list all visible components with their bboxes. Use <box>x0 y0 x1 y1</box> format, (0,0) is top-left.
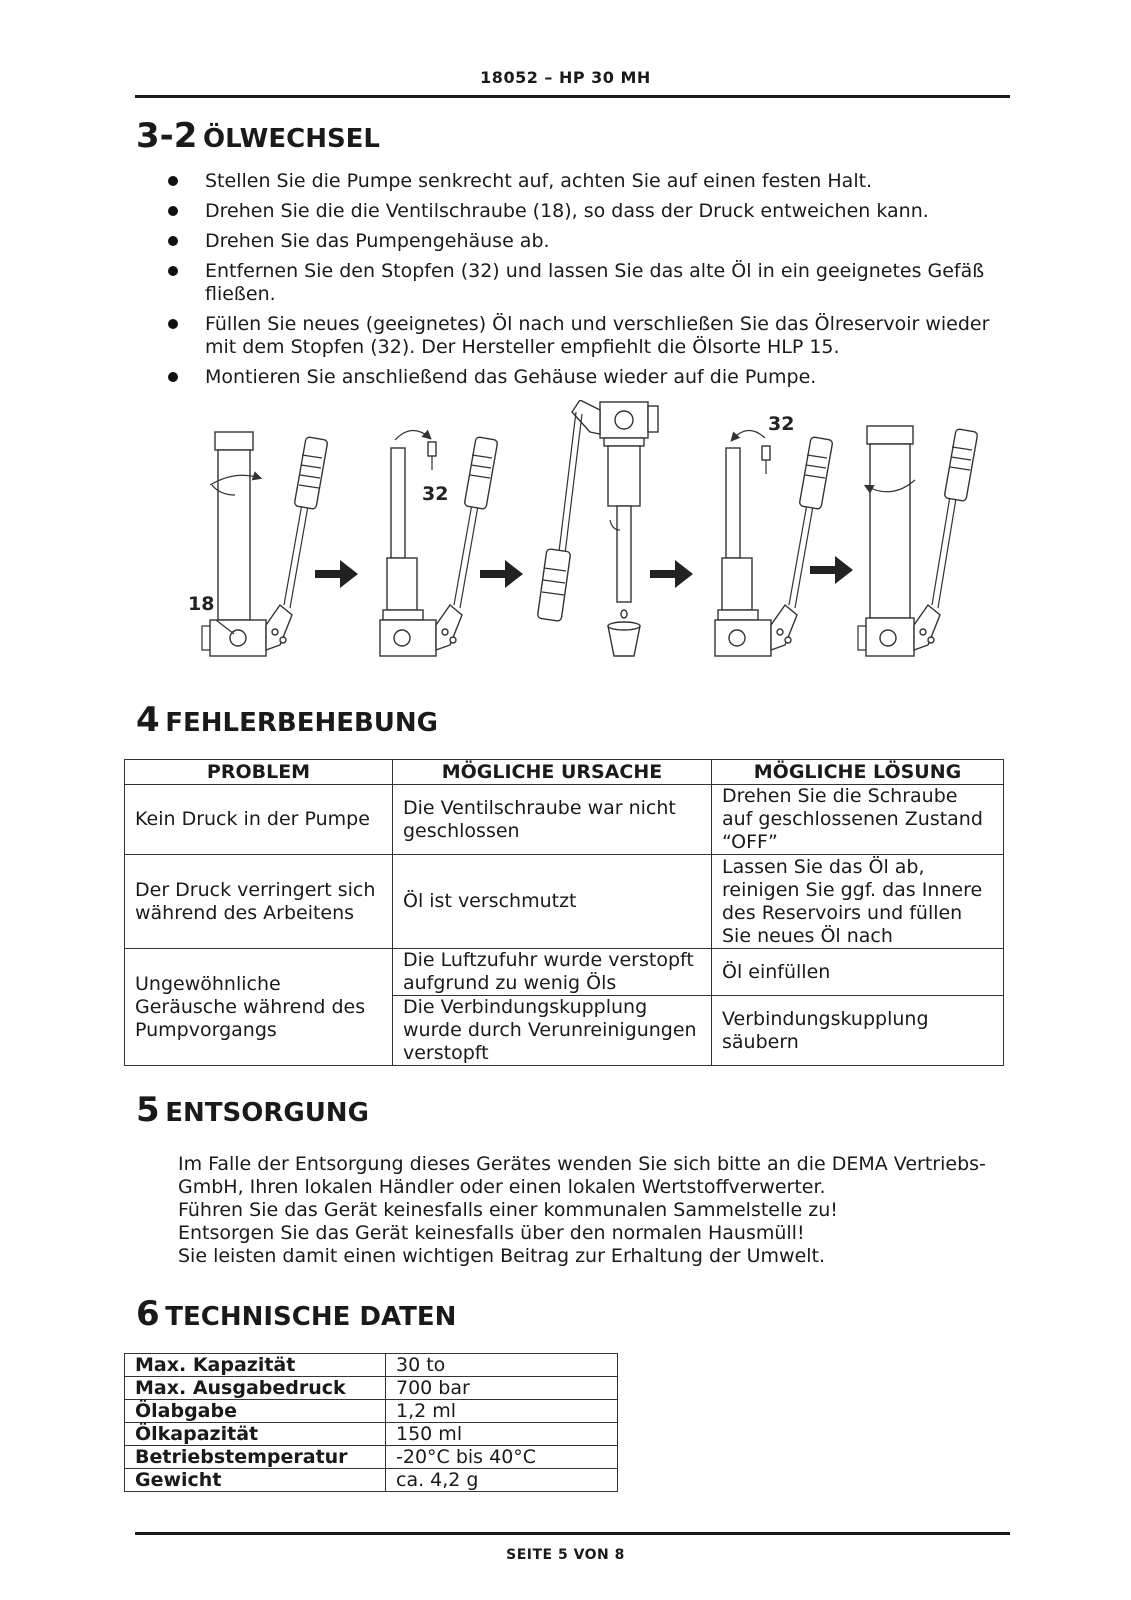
spec-value: 700 bar <box>386 1377 618 1400</box>
table-cell-problem: Der Druck verringert sich während des Arbeitens <box>125 855 393 949</box>
bullet-icon <box>168 236 178 246</box>
paragraph-line: Entsorgen Sie das Gerät keinesfalls über den normalen Hausmüll! <box>178 1222 805 1244</box>
paragraph-line: Im Falle der Entsorgung dieses Gerätes wenden Sie sich bitte an die DEMA Vertriebs-GmbH, Ihren lokalen Händler oder einen lokalen Wertstoffverwerter. <box>178 1153 986 1198</box>
arrow-right-icon <box>650 560 693 588</box>
column-header-problem: PROBLEM <box>125 760 393 785</box>
disposal-text <box>178 1153 1018 1268</box>
tech-data-table <box>124 1353 618 1492</box>
plug-label: 32 <box>768 413 795 435</box>
section-title: FEHLERBEHEBUNG <box>165 708 439 738</box>
list-item: Stellen Sie die Pumpe senkrecht auf, achten Sie auf einen festen Halt. <box>168 170 1008 193</box>
bullet-icon <box>168 319 178 329</box>
arrow-right-icon <box>810 556 853 584</box>
list-item: Drehen Sie die die Ventilschraube (18), so dass der Druck entweichen kann. <box>168 200 1008 223</box>
oil-change-illustration <box>180 400 1010 675</box>
list-item: Drehen Sie das Pumpengehäuse ab. <box>168 230 1008 253</box>
spec-key: Ölkapazität <box>125 1423 386 1446</box>
table-cell-problem: Kein Druck in der Pumpe <box>125 785 393 855</box>
paragraph-line: Sie leisten damit einen wichtigen Beitrag zur Erhaltung der Umwelt. <box>178 1245 826 1267</box>
section-number: 5 <box>136 1090 160 1130</box>
footer-rule <box>135 1532 1010 1535</box>
pump-step-1 <box>188 432 328 656</box>
section-title: TECHNISCHE DATEN <box>165 1302 457 1332</box>
table-cell-cause: Die Luftzufuhr wurde verstopft aufgrund zu wenig Öls <box>393 949 712 996</box>
table-row <box>125 1469 618 1492</box>
column-header-solution: MÖGLICHE LÖSUNG <box>712 760 1004 785</box>
arrow-right-icon <box>480 560 523 588</box>
table-cell-solution: Öl einfüllen <box>712 949 1004 996</box>
table-row <box>125 785 1004 855</box>
section-number: 3-2 <box>136 116 198 156</box>
spec-value: 30 to <box>386 1354 618 1377</box>
bullet-icon <box>168 206 178 216</box>
table-row <box>125 1377 618 1400</box>
section-title: ENTSORGUNG <box>165 1098 369 1128</box>
spec-key: Gewicht <box>125 1469 386 1492</box>
section-oil-change-heading <box>136 116 380 156</box>
section-tech-data-heading <box>136 1294 456 1334</box>
table-cell-cause: Die Verbindungskupplung wurde durch Verunreinigungen verstopft <box>393 996 712 1066</box>
bullet-icon <box>168 372 178 382</box>
pump-step-3-draining <box>537 400 658 656</box>
table-header-row <box>125 760 1004 785</box>
arrow-right-icon <box>315 560 358 588</box>
section-number: 6 <box>136 1294 160 1334</box>
list-item: Füllen Sie neues (geeignetes) Öl nach und verschließen Sie das Ölreservoir wieder mit dem Stopfen (32). Der Hersteller empfiehlt die Ölsorte HLP 15. <box>168 313 1008 359</box>
spec-value: 1,2 ml <box>386 1400 618 1423</box>
spec-key: Max. Ausgabedruck <box>125 1377 386 1400</box>
spec-value: 150 ml <box>386 1423 618 1446</box>
valve-label: 18 <box>188 593 215 615</box>
table-row <box>125 1446 618 1469</box>
table-row <box>125 855 1004 949</box>
column-header-cause: MÖGLICHE URSACHE <box>393 760 712 785</box>
header-rule <box>135 95 1010 98</box>
list-item: Entfernen Sie den Stopfen (32) und lassen Sie das alte Öl in ein geeignetes Gefäß fließen. <box>168 260 1008 306</box>
table-row <box>125 949 1004 996</box>
table-cell-problem: Ungewöhnliche Geräusche während des Pumpvorgangs <box>125 949 393 1066</box>
bullet-icon <box>168 266 178 276</box>
table-cell-solution: Verbindungskupplung säubern <box>712 996 1004 1066</box>
table-row <box>125 1400 618 1423</box>
paragraph-line: Führen Sie das Gerät keinesfalls einer kommunalen Sammelstelle zu! <box>178 1199 838 1221</box>
section-disposal-heading <box>136 1090 369 1130</box>
pump-step-2 <box>380 430 498 656</box>
section-number: 4 <box>136 700 160 740</box>
pump-step-4 <box>715 413 833 656</box>
table-cell-solution: Drehen Sie die Schraube auf geschlossenen Zustand “OFF” <box>712 785 1004 855</box>
spec-key: Ölabgabe <box>125 1400 386 1423</box>
pump-step-5 <box>858 426 978 656</box>
page-number: SEITE 5 VON 8 <box>506 1547 625 1563</box>
oil-change-steps <box>168 170 1008 396</box>
section-troubleshooting-heading <box>136 700 438 740</box>
table-cell-cause: Die Ventilschraube war nicht geschlossen <box>393 785 712 855</box>
bullet-icon <box>168 176 178 186</box>
spec-value: ca. 4,2 g <box>386 1469 618 1492</box>
table-cell-solution: Lassen Sie das Öl ab, reinigen Sie ggf. das Innere des Reservoirs und füllen Sie neues Öl nach <box>712 855 1004 949</box>
plug-label: 32 <box>422 483 449 505</box>
document-header-title: 18052 – HP 30 MH <box>480 68 651 87</box>
troubleshooting-table <box>124 759 1004 1066</box>
list-item: Montieren Sie anschließend das Gehäuse wieder auf die Pumpe. <box>168 366 1008 389</box>
table-row <box>125 1354 618 1377</box>
table-cell-cause: Öl ist verschmutzt <box>393 855 712 949</box>
spec-key: Betriebstemperatur <box>125 1446 386 1469</box>
spec-key: Max. Kapazität <box>125 1354 386 1377</box>
section-title: ÖLWECHSEL <box>203 124 381 154</box>
table-row <box>125 1423 618 1446</box>
spec-value: -20°C bis 40°C <box>386 1446 618 1469</box>
